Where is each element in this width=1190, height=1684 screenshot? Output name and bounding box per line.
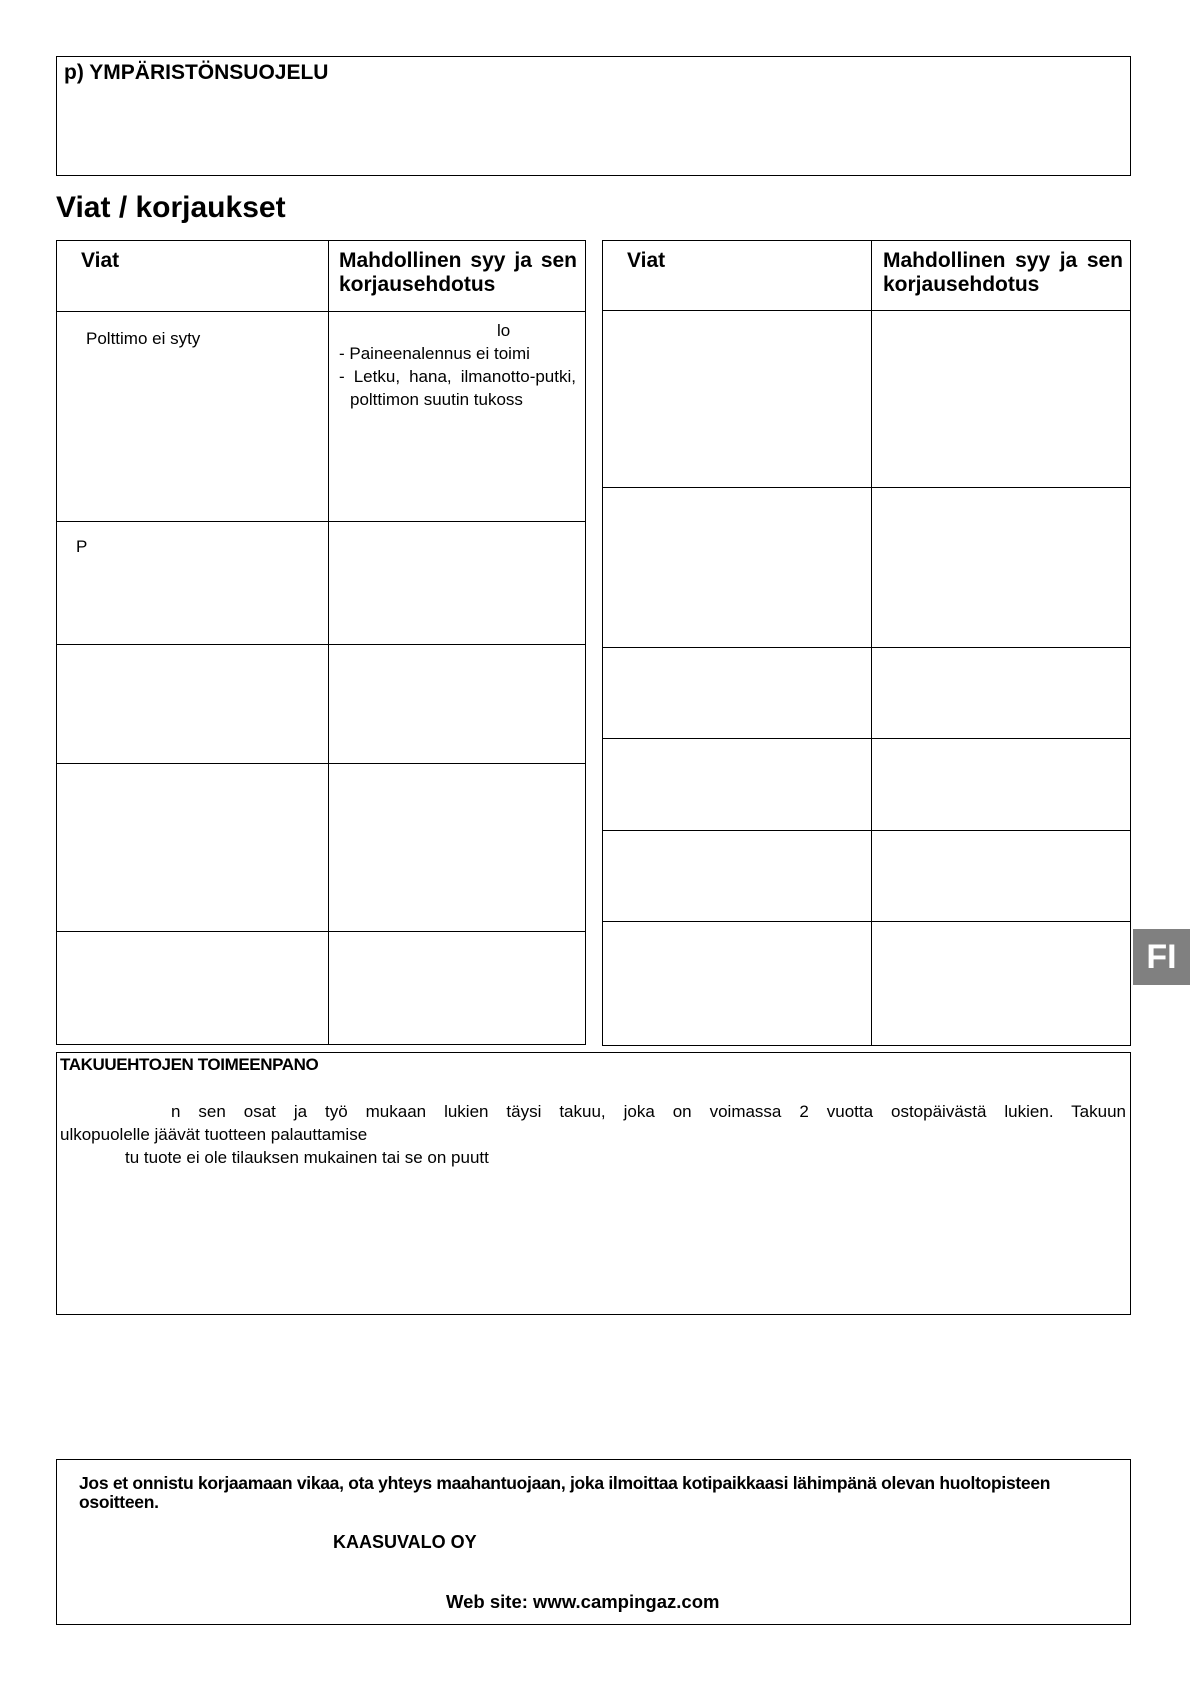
- right-col-header-cause: Mahdollinen syy ja sen korjausehdotus: [883, 249, 1123, 296]
- column-divider: [871, 241, 872, 1045]
- row-divider: [57, 644, 585, 645]
- row-divider: [57, 311, 585, 312]
- right-fault-table: [602, 240, 1131, 1046]
- warranty-text-line1: n sen osat ja työ mukaan lukien täysi takuu, joka on voimassa 2 vuotta ostopäivästä lukien. Takuun: [171, 1102, 1126, 1121]
- left-row1-cause-line3: - Letku, hana, ilmanotto-putki, polttimon suutin tukoss: [339, 367, 576, 409]
- row-divider: [57, 521, 585, 522]
- left-col-header-fault: Viat: [81, 249, 120, 272]
- importer-name: KAASUVALO OY: [333, 1532, 477, 1552]
- contact-section: [56, 1459, 1131, 1625]
- warranty-text-line2: ulkopuolelle jäävät tuotteen palauttamise: [60, 1125, 368, 1144]
- row-divider: [603, 310, 1130, 311]
- column-divider: [328, 241, 329, 1044]
- left-row1-cause-line1: lo: [497, 321, 511, 340]
- left-col-header-cause: Mahdollinen syy ja sen korjausehdotus: [339, 249, 577, 296]
- faults-heading: Viat / korjaukset: [56, 191, 286, 224]
- left-fault-table: [56, 240, 586, 1045]
- language-tab: FI: [1133, 929, 1190, 985]
- row-divider: [603, 830, 1130, 831]
- environment-title: p) YMPÄRISTÖNSUOJELU: [64, 61, 329, 84]
- row-divider: [603, 738, 1130, 739]
- warranty-title: TAKUUEHTOJEN TOIMEENPANO: [60, 1055, 319, 1074]
- row-divider: [603, 487, 1130, 488]
- warranty-section: [56, 1052, 1131, 1315]
- row-divider: [57, 763, 585, 764]
- warranty-text-line3: tu tuote ei ole tilauksen mukainen tai se on puutt: [125, 1148, 489, 1167]
- environment-section: [56, 56, 1131, 176]
- left-row1-fault: Polttimo ei syty: [86, 329, 201, 348]
- row-divider: [57, 931, 585, 932]
- row-divider: [603, 921, 1130, 922]
- left-row1-cause-line2: - Paineenalennus ei toimi: [339, 344, 530, 363]
- contact-text: Jos et onnistu korjaamaan vikaa, ota yhteys maahantuojaan, joka ilmoittaa kotipaikkaasi lähimpänä olevan huoltopisteen osoitteen.: [79, 1473, 1051, 1512]
- row-divider: [603, 647, 1130, 648]
- right-col-header-fault: Viat: [627, 249, 666, 272]
- left-row2-fault: P: [76, 537, 88, 556]
- website-text: Web site: www.campingaz.com: [446, 1591, 720, 1612]
